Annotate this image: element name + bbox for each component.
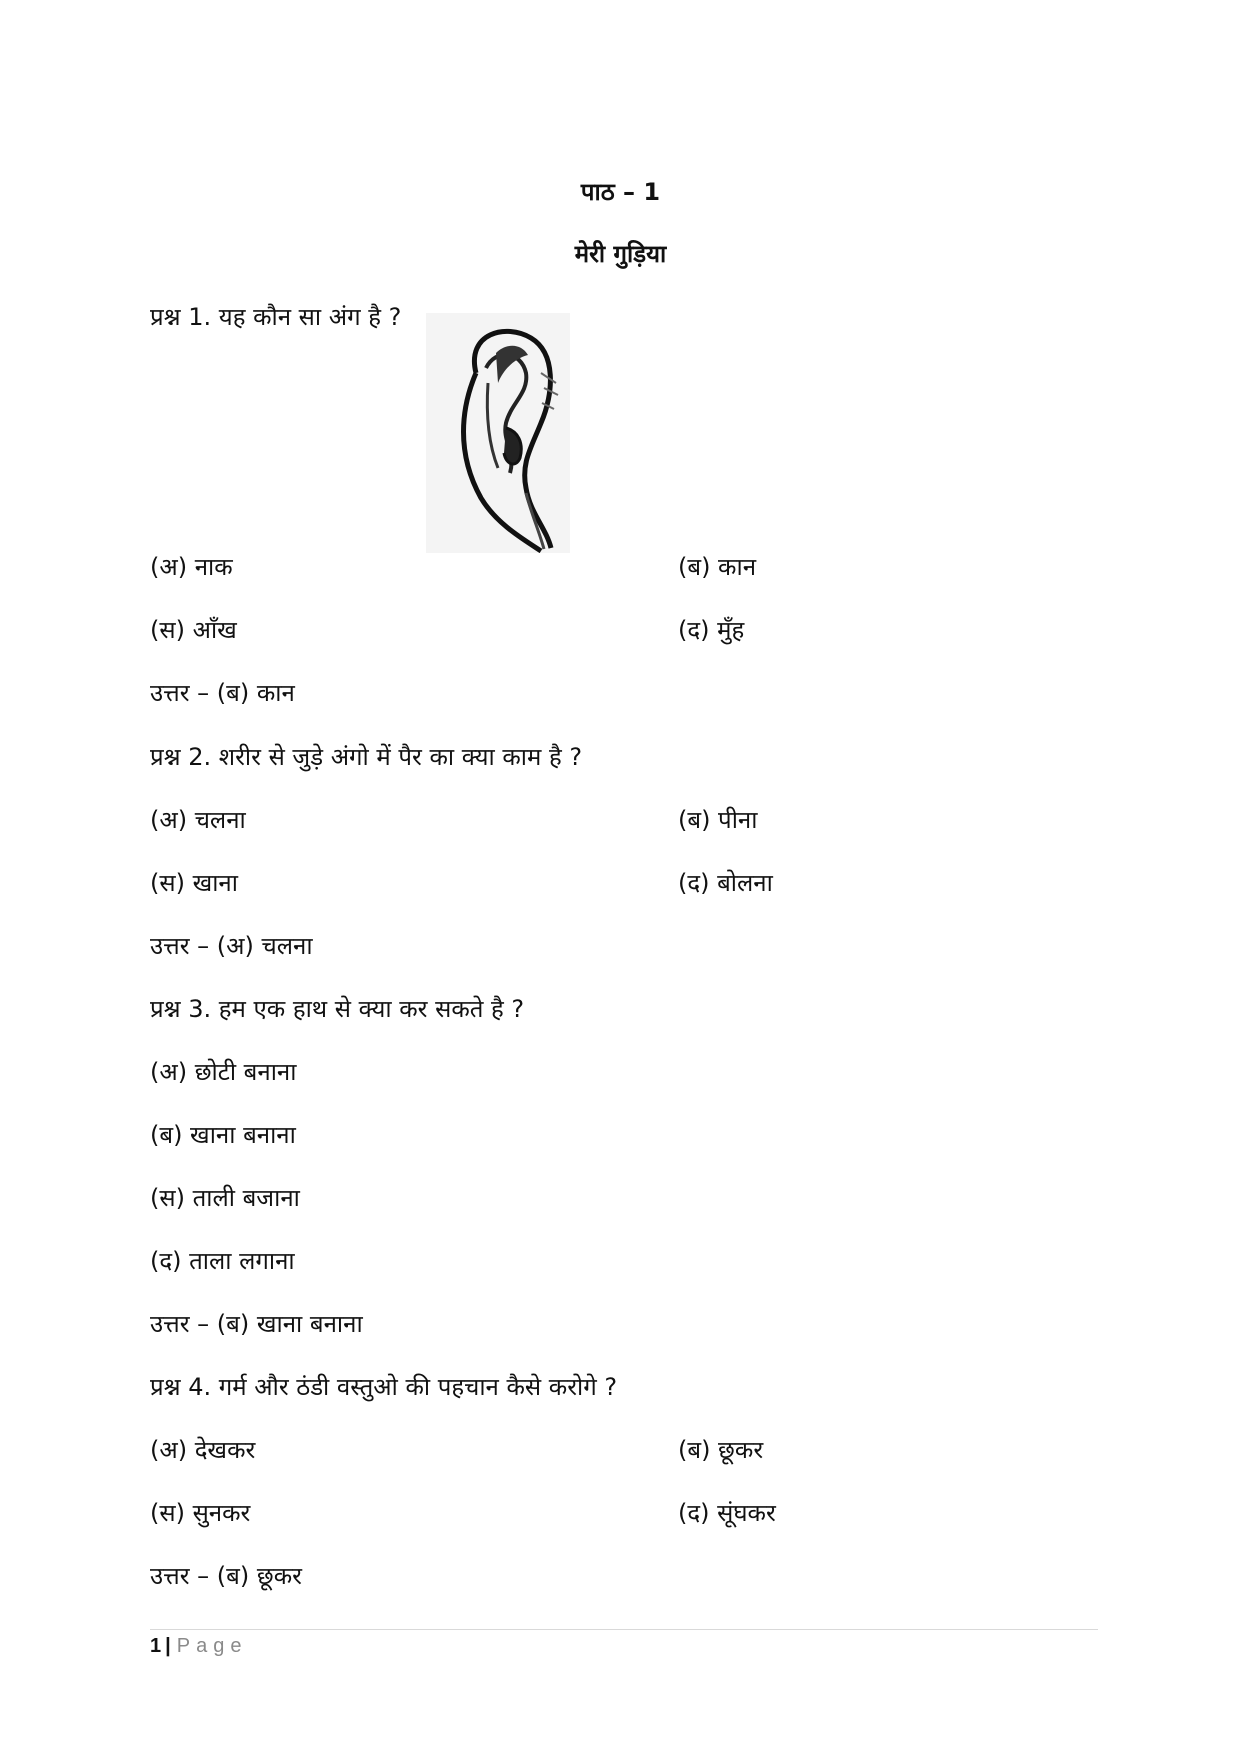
option-d: (द) सूंघकर [678,1499,776,1527]
option-c: (स) आँख [150,616,237,644]
option-b: (ब) छूकर [678,1436,764,1464]
footer-separator: | [165,1635,171,1657]
footer-divider [150,1629,1098,1630]
option-c: (स) सुनकर [150,1499,251,1527]
page-footer [150,1635,247,1658]
answer-2: उत्तर – (अ) चलना [150,932,313,960]
answer-3: उत्तर – (ब) खाना बनाना [150,1310,363,1338]
option-c: (स) खाना [150,869,238,897]
lesson-number: पाठ – 1 [580,178,661,206]
option-b: (ब) पीना [678,806,758,834]
option-a: (अ) चलना [150,806,246,834]
option-b: (ब) खाना बनाना [150,1121,296,1149]
option-a: (अ) छोटी बनाना [150,1058,297,1086]
option-a: (अ) देखकर [150,1436,256,1464]
option-d: (द) मुँह [678,616,745,644]
option-a: (अ) नाक [150,553,233,581]
question-3: प्रश्न 3. हम एक हाथ से क्या कर सकते है ? [150,995,525,1023]
page-label: Page [176,1635,248,1657]
option-d: (द) ताला लगाना [150,1247,295,1275]
question-1: प्रश्न 1. यह कौन सा अंग है ? [150,303,402,331]
option-b: (ब) कान [678,553,757,581]
answer-1: उत्तर – (ब) कान [150,679,295,707]
option-c: (स) ताली बजाना [150,1184,300,1212]
ear-icon [426,313,570,553]
option-d: (द) बोलना [678,869,773,897]
question-2: प्रश्न 2. शरीर से जुड़े अंगो में पैर का क्या काम है ? [150,743,583,771]
ear-image [426,313,570,553]
question-4: प्रश्न 4. गर्म और ठंडी वस्तुओ की पहचान कैसे करोगे ? [150,1373,618,1401]
answer-4: उत्तर – (ब) छूकर [150,1562,302,1590]
page-number: 1 [150,1635,162,1657]
lesson-title: मेरी गुड़िया [574,240,667,268]
